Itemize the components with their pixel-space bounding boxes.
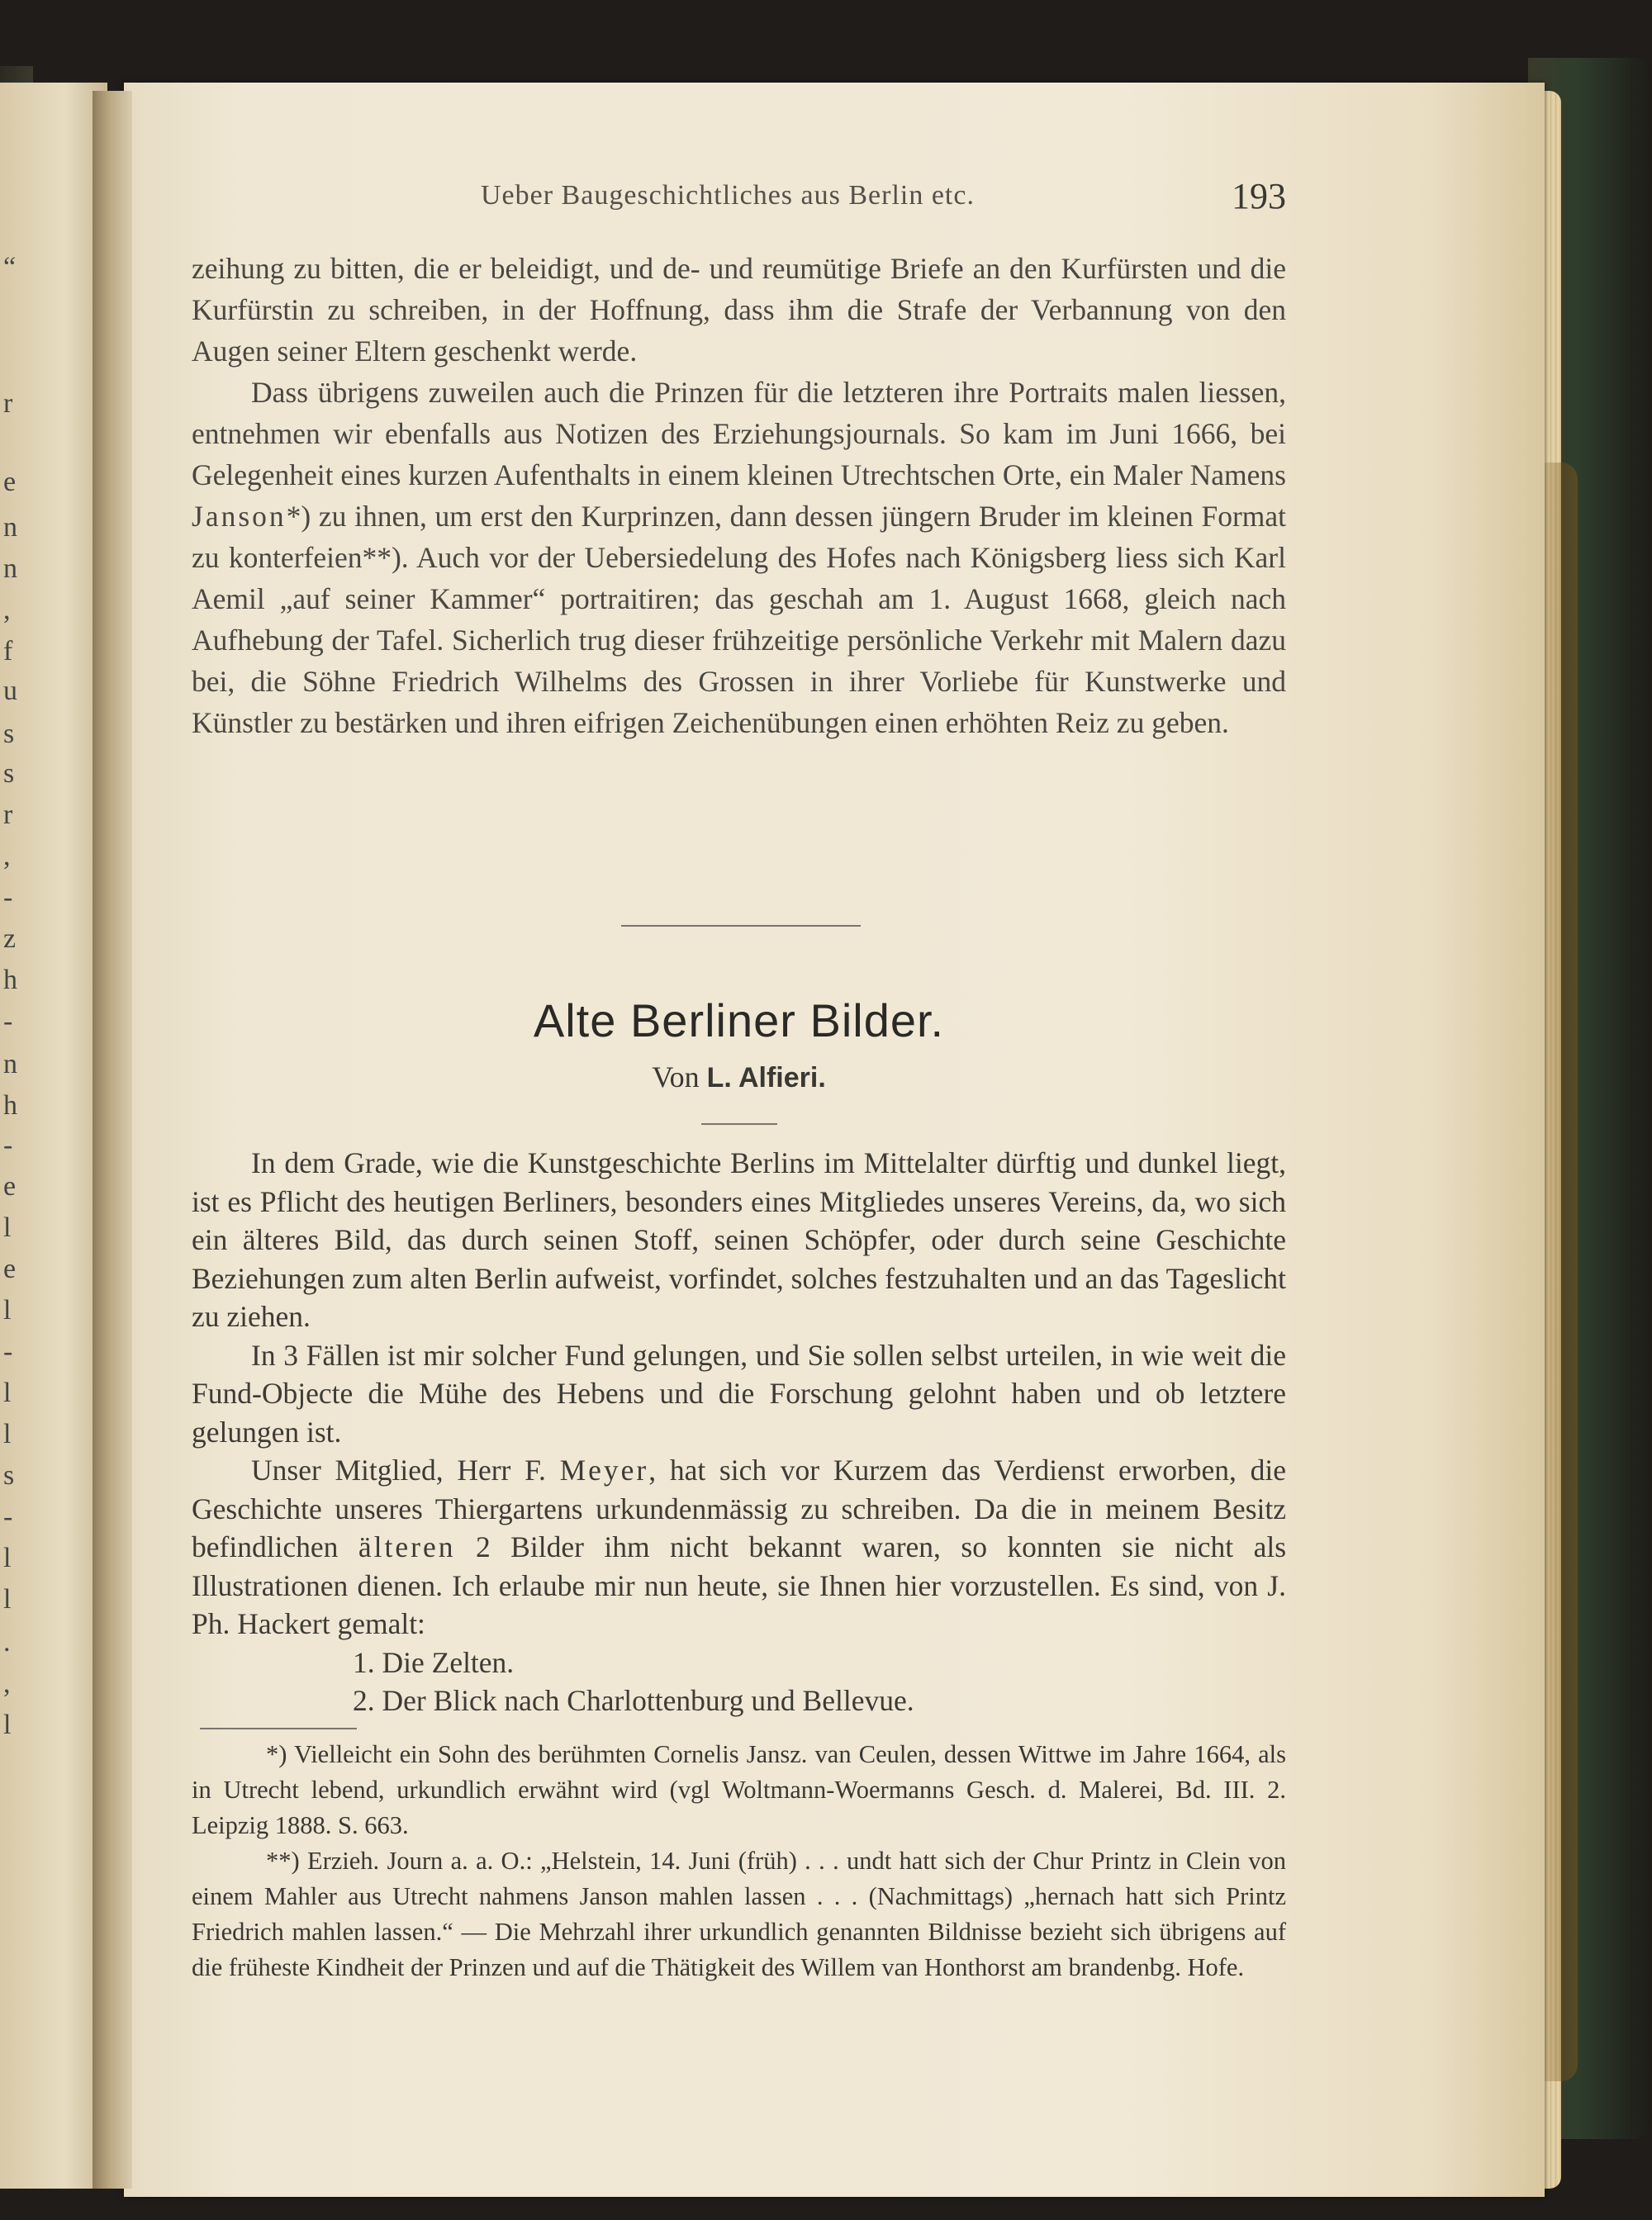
margin-fragment: l [3, 1212, 12, 1243]
footnotes [192, 1737, 1286, 1985]
article-paragraph-3 [192, 1451, 1286, 1644]
margin-fragment: , [3, 595, 11, 625]
running-title: Ueber Baugeschichtliches aus Berlin etc. [481, 180, 975, 211]
book-gutter [93, 91, 132, 2189]
paragraph-text: , hat sich vor Kurzem das Verdienst erworben, die Geschichte unseres Thiergartens urkundenmässig zu schreiben. Da die in meinem Besitz befindlichen [192, 1454, 1287, 1563]
margin-fragment: l [3, 1710, 12, 1740]
margin-fragment: - [3, 882, 13, 913]
margin-fragment: l [3, 1543, 12, 1573]
emphasis-word: älteren [358, 1530, 456, 1563]
continuation-paragraph-2 [192, 372, 1286, 743]
margin-fragment: h [3, 965, 17, 995]
margin-fragment: l [3, 1584, 12, 1615]
margin-fragment: - [3, 1336, 13, 1367]
section-divider [621, 925, 861, 927]
paragraph-text: 2 Bilder ihm nicht bekannt waren, so konnten sie nicht als Illustrationen dienen. Ich erlaube mir nun heute, sie Ihnen hier vorzustellen. Es sind, von J. Ph. Hackert gemalt: [192, 1530, 1287, 1640]
margin-fragment: , [3, 841, 11, 871]
margin-fragment: - [3, 1501, 13, 1532]
footnote-rule [200, 1728, 357, 1729]
article-paragraph-1: In dem Grade, wie die Kunstgeschichte Berlins im Mittelalter dürftig und dunkel liegt, ist es Pflicht des heutigen Berliners, besonders eines Mitgliedes unseres Vereins, da, wo sich ein älteres Bild, das durch seinen Stoff, seinen Schöpfer, oder durch seine Geschichte Beziehungen zum alten Berlin aufweist, vorfindet, solches festzuhalten und an das Tageslicht zu ziehen. [192, 1146, 1286, 1333]
paragraph-text: Dass übrigens zuweilen auch die Prinzen für die letzteren ihre Portraits malen liessen, entnehmen wir ebenfalls aus Notizen des Erziehungsjournals. So kam im Juni 1666, bei Gelegenheit eines kurzen Aufenthalts in einem kleinen Utrechtschen Orte, ein Maler Namens [192, 376, 1286, 491]
article-paragraph-2: In 3 Fällen ist mir solcher Fund gelungen, und Sie sollen selbst urteilen, in wie weit die Fund-Objecte die Mühe des Hebens und die Forschung gelohnt haben und ob letztere gelungen ist. [192, 1338, 1286, 1449]
continuation-text [192, 248, 1286, 743]
previous-page-edge [0, 83, 107, 2189]
footnote-1: *) Vielleicht ein Sohn des berühmten Cornelis Jansz. van Ceulen, dessen Wittwe im Jahre 1664, als in Utrecht lebend, urkundlich erwähnt wird (vgl Woltmann-Woermanns Gesch. d. Malerei, Bd. III. 2. Leipzig 1888. S. 663. [192, 1740, 1286, 1839]
article-byline [192, 1060, 1286, 1094]
margin-fragment: u [3, 676, 17, 706]
paragraph-text: *) zu ihnen, um erst den Kurprinzen, dann dessen jüngern Bruder im kleinen Format zu konterfeien**). Auch vor der Uebersiedelung des Hofes nach Königsberg liess sich Karl Aemil „auf seiner Kammer“ portraitiren; das geschah am 1. August 1668, gleich nach Aufhebung der Tafel. Sicherlich trug dieser frühzeitige persönliche Verkehr mit Malern dazu bei, die Söhne Friedrich Wilhelms des Grossen in ihrer Vorliebe für Kunstwerke und Künstler zu bestärken und ihren eifrigen Zeichenübungen einen erhöhten Reiz zu geben. [192, 500, 1286, 739]
margin-fragment: r [3, 388, 13, 419]
margin-fragment: r [3, 799, 13, 830]
margin-fragment: e [3, 467, 17, 497]
margin-fragment: h [3, 1090, 17, 1121]
margin-fragment: s [3, 1460, 15, 1491]
margin-fragment: , [3, 1668, 11, 1699]
margin-fragment: l [3, 1419, 12, 1449]
article-text [192, 1144, 1286, 1720]
margin-fragment: e [3, 1171, 17, 1202]
margin-fragment: l [3, 1378, 12, 1408]
painter-name: Janson [192, 500, 287, 533]
margin-fragment: z [3, 923, 17, 954]
footnote-2: **) Erzieh. Journ a. a. O.: „Helstein, 14. Juni (früh) . . . undt hatt sich der Chur Printz in Clein von einem Mahler aus Utrecht nahmens Janson mahlen lassen . . . (Nachmittags) „hernach hatt sich Printz Friedrich mahlen lassen.“ — Die Mehrzahl ihrer urkundlich genannten Bildnisse bezieht sich übrigens auf die früheste Kindheit der Prinzen und auf die Thätigkeit des Willem van Honthorst am brandenbg. Hofe. [192, 1847, 1286, 1981]
margin-fragment: l [3, 1295, 12, 1326]
margin-fragment: n [3, 553, 17, 584]
paragraph-text: Unser Mitglied, Herr F. [251, 1454, 546, 1487]
margin-fragment: s [3, 719, 15, 749]
title-divider [701, 1123, 777, 1125]
list-item: 2. Der Blick nach Charlottenburg und Bellevue. [353, 1684, 914, 1717]
running-head [192, 176, 1286, 230]
margin-fragment: n [3, 1049, 17, 1079]
article-title: Alte Berliner Bilder. [533, 994, 945, 1046]
margin-fragment: s [3, 758, 15, 789]
member-name: Meyer [559, 1454, 649, 1487]
list-item: 1. Die Zelten. [353, 1645, 515, 1679]
margin-fragment: “ [3, 252, 17, 282]
margin-fragment: n [3, 512, 17, 543]
margin-fragment: - [3, 1130, 13, 1160]
margin-fragment: f [3, 636, 13, 666]
author-name: L. Alfieri. [706, 1062, 826, 1093]
page-number: 193 [1232, 176, 1286, 216]
margin-fragment: e [3, 1254, 17, 1284]
byline-prefix: Von [652, 1060, 700, 1093]
margin-fragment: . [3, 1627, 11, 1658]
margin-fragment: - [3, 1006, 13, 1036]
continuation-paragraph-1: zeihung zu bitten, die er beleidigt, und de- und reumütige Briefe an den Kurfürsten und die Kurfürstin zu schreiben, in der Hoffnung, dass ihm die Strafe der Verbannung von den Augen seiner Eltern geschenkt werde. [192, 252, 1286, 368]
